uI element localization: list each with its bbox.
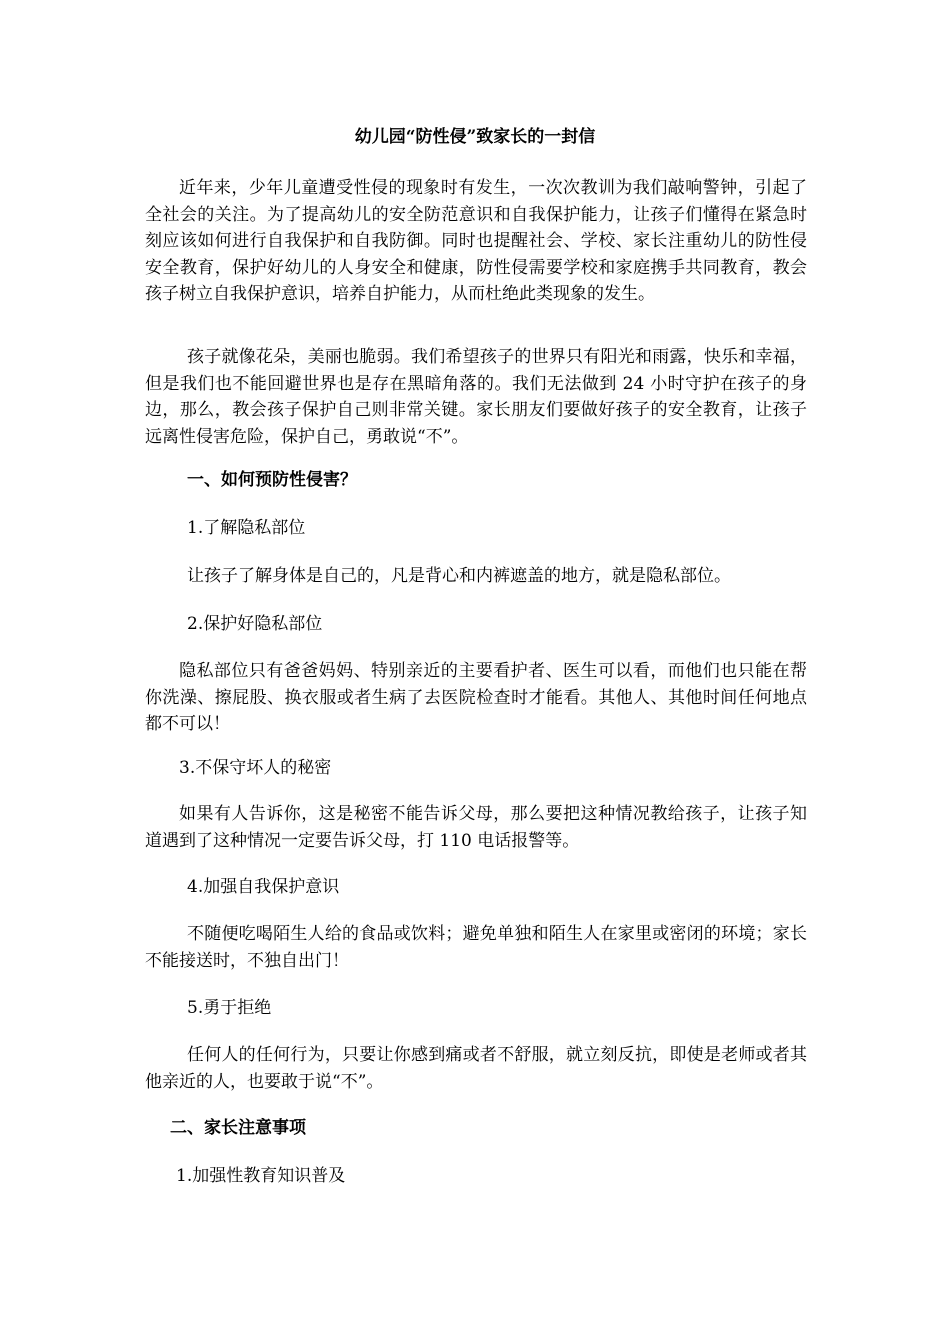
section-2-item-1-title: 1.加强性教育知识普及 xyxy=(176,1166,346,1186)
item-2-title: 2.保护好隐私部位 xyxy=(187,614,323,634)
item-5-title: 5.勇于拒绝 xyxy=(187,998,272,1018)
intro-paragraph-1: 近年来，少年儿童遭受性侵的现象时有发生，一次次教训为我们敲响警钟，引起了全社会的关注。为了提高幼儿的安全防范意识和自我保护能力，让孩子们懂得在紧急时刻应该如何进行自我保护和自我防御。同时也提醒社会、学校、家长注重幼儿的防性侵安全教育，保护好幼儿的人身安全和健康，防性侵需要学校和家庭携手共同教育，教会孩子树立自我保护意识，培养自护能力，从而杜绝此类现象的发生。 xyxy=(145,178,807,304)
item-5-body: 任何人的任何行为，只要让你感到痛或者不舒服，就立刻反抗，即使是老师或者其他亲近的人，也要敢于说“不”。 xyxy=(145,1045,807,1092)
item-3-body: 如果有人告诉你，这是秘密不能告诉父母，那么要把这种情况教给孩子，让孩子知道遇到了这种情况一定要告诉父母，打 110 电话报警等。 xyxy=(145,804,807,851)
item-2-body: 隐私部位只有爸爸妈妈、特别亲近的主要看护者、医生可以看，而他们也只能在帮你洗澡、擦屁股、换衣服或者生病了去医院检查时才能看。其他人、其他时间任何地点都不可以！ xyxy=(145,661,807,734)
section-1-heading: 一、如何预防性侵害？ xyxy=(187,470,357,490)
intro-paragraph-2: 孩子就像花朵，美丽也脆弱。我们希望孩子的世界只有阳光和雨露，快乐和幸福，但是我们也不能回避世界也是存在黑暗角落的。我们无法做到 24 小时守护在孩子的身边，那么，教会孩子保护自己则非常关键。家长朋友们要做好孩子的安全教育，让孩子远离性侵害危险，保护自己，勇敢说“不”。 xyxy=(145,347,807,447)
item-3-title: 3.不保守坏人的秘密 xyxy=(179,758,332,778)
section-2-heading: 二、家长注意事项 xyxy=(170,1118,306,1138)
document-title: 幼儿园“防性侵”致家长的一封信 xyxy=(354,127,596,147)
item-4-body: 不随便吃喝陌生人给的食品或饮料；避免单独和陌生人在家里或密闭的环境；家长不能接送时，不独自出门！ xyxy=(145,924,807,971)
item-4-title: 4.加强自我保护意识 xyxy=(187,877,340,897)
item-1-body: 让孩子了解身体是自己的，凡是背心和内裤遮盖的地方，就是隐私部位。 xyxy=(187,566,731,586)
item-1-title: 1.了解隐私部位 xyxy=(187,518,306,538)
